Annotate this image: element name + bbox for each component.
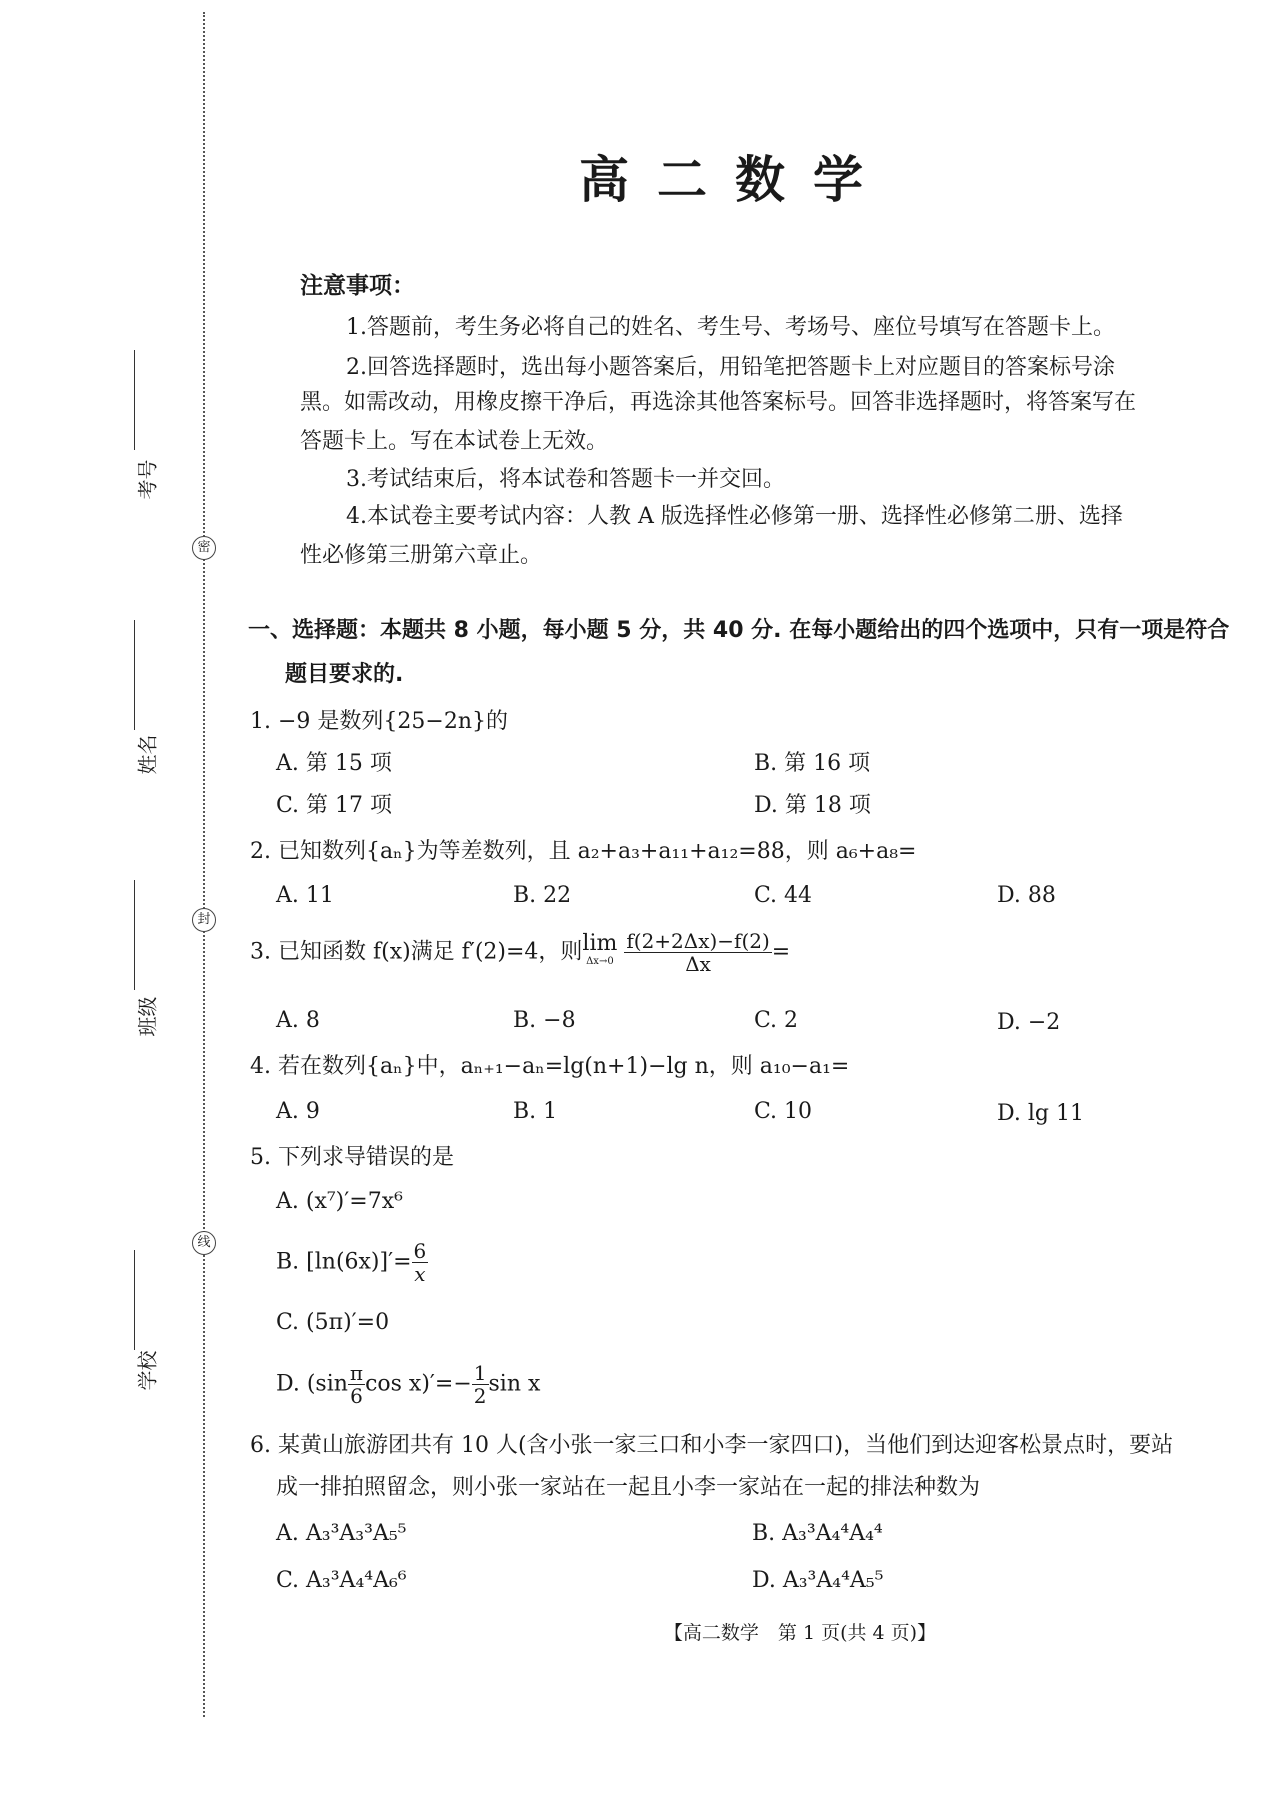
seal-mark-xian: 线 <box>192 1231 216 1255</box>
q2-option-c[interactable]: C. 44 <box>754 883 813 908</box>
school-label: 学校 <box>135 1350 160 1391</box>
q3-option-c[interactable]: C. 2 <box>754 1008 799 1033</box>
note-line: 2.回答选择题时，选出每小题答案后，用铅笔把答题卡上对应题目的答案标号涂 <box>346 355 1115 380</box>
q2-option-a[interactable]: A. 11 <box>276 883 334 908</box>
question-2-stem: 2. 已知数列{aₙ}为等差数列，且 a₂+a₃+a₁₁+a₁₂=88，则 a₆+a₈= <box>250 839 917 864</box>
seal-mark-feng: 封 <box>192 908 216 932</box>
expr-part: cos x)′=− <box>365 1371 472 1397</box>
q6-option-a[interactable]: A. A₃³A₃³A₅⁵ <box>276 1521 407 1546</box>
exam-number-blank[interactable] <box>134 350 135 450</box>
q6-option-c[interactable]: C. A₃³A₄⁴A₆⁶ <box>276 1568 407 1593</box>
fraction <box>412 1240 429 1285</box>
note-line: 1.答题前，考生务必将自己的姓名、考生号、考场号、座位号填写在答题卡上。 <box>346 315 1115 340</box>
expr-part: (sin <box>306 1371 348 1397</box>
q3-option-a[interactable]: A. 8 <box>276 1008 320 1033</box>
q5-option-d[interactable] <box>276 1362 540 1407</box>
question-4-stem: 4. 若在数列{aₙ}中，aₙ₊₁−aₙ=lg(n+1)−lg n，则 a₁₀−a₁= <box>250 1054 850 1079</box>
fraction-numerator: 1 <box>473 1361 487 1385</box>
question-1-stem: 1. −9 是数列{25−2n}的 <box>250 709 508 734</box>
option-d-label: D. <box>276 1371 307 1397</box>
page-footer: 【高二数学 第 1 页(共 4 页)】 <box>663 1622 937 1644</box>
name-blank[interactable] <box>134 620 135 730</box>
school-blank[interactable] <box>134 1250 135 1350</box>
note-line: 3.考试结束后，将本试卷和答题卡一并交回。 <box>346 467 785 492</box>
section-header: 一、选择题：本题共 8 小题，每小题 5 分，共 40 分. 在每小题给出的四个选项中，只有一项是符合 <box>248 618 1230 643</box>
fraction-numerator: π <box>349 1361 364 1385</box>
notes-heading: 注意事项： <box>300 273 415 299</box>
q4-option-b[interactable]: B. 1 <box>513 1099 558 1124</box>
expr-part: sin x <box>488 1371 541 1397</box>
option-b-text: B. [ln(6x)]′= <box>276 1249 412 1275</box>
q4-option-c[interactable]: C. 10 <box>754 1099 813 1124</box>
name-label: 姓名 <box>135 734 160 775</box>
q6-option-d[interactable]: D. A₃³A₄⁴A₅⁵ <box>752 1568 884 1593</box>
q1-option-d[interactable]: D. 第 18 项 <box>754 793 871 818</box>
question-5-stem: 5. 下列求导错误的是 <box>250 1145 454 1170</box>
fraction-numerator: 6 <box>413 1239 427 1263</box>
note-line: 性必修第三册第六章止。 <box>300 543 543 568</box>
q2-option-d[interactable]: D. 88 <box>997 883 1056 908</box>
note-line: 答题卡上。写在本试卷上无效。 <box>300 429 609 454</box>
q6-option-b[interactable]: B. A₃³A₄⁴A₄⁴ <box>752 1521 883 1546</box>
fraction-denominator: 6 <box>350 1384 363 1408</box>
class-blank[interactable] <box>134 880 135 990</box>
q1-option-a[interactable]: A. 第 15 项 <box>276 751 392 776</box>
binding-dotted-line <box>203 12 205 1717</box>
note-line: 4.本试卷主要考试内容：人教 A 版选择性必修第一册、选择性必修第二册、选择 <box>346 504 1123 529</box>
class-label: 班级 <box>135 996 160 1037</box>
lim-subscript: Δx→0 <box>586 955 614 967</box>
seal-mark-mi: 密 <box>192 536 216 560</box>
exam-number-label: 考号 <box>135 459 160 500</box>
equals-sign: = <box>771 939 791 965</box>
question-6-stem: 6. 某黄山旅游团共有 10 人(含小张一家三口和小李一家四口)，当他们到达迎客松景点时，要站 <box>250 1433 1174 1458</box>
q5-option-c[interactable]: C. (5π)′=0 <box>276 1310 390 1335</box>
q3-option-d[interactable]: D. −2 <box>997 1010 1061 1035</box>
q4-option-d[interactable]: D. lg 11 <box>997 1101 1084 1126</box>
limit-expression <box>582 930 618 971</box>
question-3-stem <box>250 930 790 975</box>
page-title: 高二数学 <box>579 151 891 209</box>
fraction <box>348 1362 365 1407</box>
q1-option-b[interactable]: B. 第 16 项 <box>754 751 871 776</box>
q4-option-a[interactable]: A. 9 <box>276 1099 320 1124</box>
note-line: 黑。如需改动，用橡皮擦干净后，再选涂其他答案标号。回答非选择题时，将答案写在 <box>300 390 1137 415</box>
fraction-denominator: x <box>414 1262 426 1286</box>
q2-option-b[interactable]: B. 22 <box>513 883 572 908</box>
question-6-stem-cont: 成一排拍照留念，则小张一家站在一起且小李一家站在一起的排法种数为 <box>276 1475 981 1500</box>
fraction-numerator: f(2+2Δx)−f(2) <box>626 929 770 953</box>
q3-stem-text: 3. 已知函数 f(x)满足 f′(2)=4，则 <box>250 939 583 965</box>
fraction <box>472 1362 489 1407</box>
q1-option-c[interactable]: C. 第 17 项 <box>276 793 393 818</box>
q5-option-b[interactable] <box>276 1240 428 1285</box>
fraction-denominator: Δx <box>685 952 711 976</box>
fraction-denominator: 2 <box>473 1384 487 1408</box>
q3-option-b[interactable]: B. −8 <box>513 1008 576 1033</box>
section-header-cont: 题目要求的. <box>285 662 404 687</box>
q5-option-a[interactable]: A. (x⁷)′=7x⁶ <box>276 1189 403 1214</box>
lim-label: lim <box>582 930 618 956</box>
q3-fraction <box>624 930 771 975</box>
